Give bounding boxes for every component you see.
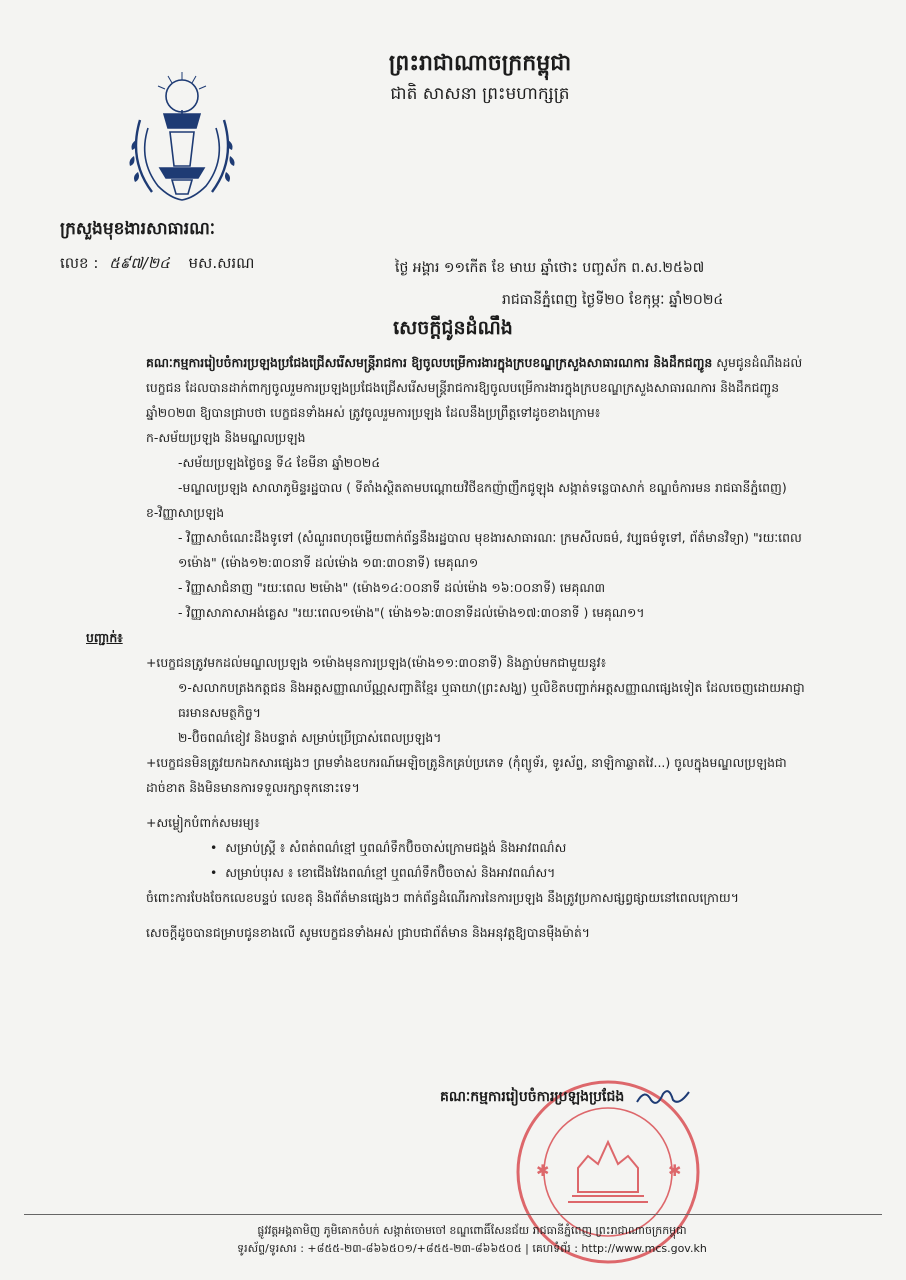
note-id-documents: ១-សលាកបត្រងកត្តជន និងអត្តសញ្ញាណប័ណ្ណសញ្ជាតិខ្មែរ ឬធាយា(ព្រះសង្ឃ) ឬលិខិតបញ្ជាក់អត្តសញ្ញាណផ្សេងទៀត ដែលចេញដោយអាជ្ញាធរមានសមត្ថកិច្ច។ xyxy=(178,680,805,720)
subject-technical: - វិញ្ញាសាជំនាញ "រយៈពេល ២ម៉ោង" (ម៉ោង១៤:០០នាទី ដល់ម៉ោង ១៦:០០នាទី) មេគុណ៣ xyxy=(178,580,606,595)
note-heading xyxy=(86,625,821,650)
note-arrival: +បេក្ខជនត្រូវមកដល់មណ្ឌលប្រឡង ១ម៉ោងមុនការប្រឡង(ម៉ោង១១:៣០នាទី) និងភ្ជាប់មកជាមួយនូវ៖ xyxy=(146,655,607,670)
footer-contact: ទូរស័ព្ទ/ទូរសារ : +៨៥៥-២៣-៨៦៦៥០១/+៨៥៥-២៣-៨៦៦៥០៥ | គេហទំព័រ : http://www.mcs.gov.kh xyxy=(237,1242,707,1255)
intro-paragraph xyxy=(86,350,821,425)
section-b-heading: ខ-វិញ្ញាសាប្រឡង xyxy=(146,505,225,520)
notice-title: សេចក្តីជូនដំណឹង xyxy=(393,317,513,339)
subject-general: - វិញ្ញាសាចំណេះដឹងទូទៅ (សំណួរពហុចម្លើយពាក់ព័ន្ធនឹងរដ្ឋបាល មុខងារសាធារណៈ ក្រមសីលធម៌, វប្បធម៌ទូទៅ, ព័ត៌មានវិទ្យា) "រយៈពេល ១ម៉ោង" (ម៉ោង១២:៣០នាទី ដល់ម៉ោង ១៣:៣០នាទី) មេគុណ១ xyxy=(178,530,802,570)
kingdom-name: ព្រះរាជាណាចក្រកម្ពុជា xyxy=(388,51,572,76)
ref-label: លេខ : xyxy=(60,254,99,272)
solar-date: រាជធានីភ្នំពេញ ថ្ងៃទី២០ ខែកុម្ភៈ ឆ្នាំ២០២៤ xyxy=(502,292,724,308)
royal-emblem xyxy=(118,70,246,210)
handwritten-signature xyxy=(635,1086,691,1108)
intro-text: សូមជូនដំណឹងដល់បេក្ខជន ដែលបានដាក់ពាក្យចូលរួមការប្រឡងប្រជែងជ្រើសរើសមន្ត្រីរាជការឱ្យចូលបម្រើការងារក្នុងក្របខណ្ឌក្រសួងសាធារណការ និងដឹកជញ្ជូន ឆ្នាំ២០២៣ ឱ្យបានជ្រាបថា បេក្ខជនទាំងអស់ ត្រូវចូលរួមការប្រឡង ដែលនឹងប្រព្រឹត្តទៅដូចខាងក្រោម៖ xyxy=(146,355,803,420)
room-assignment-note: ចំពោះការបែងចែកលេខបន្ទប់ លេខតុ និងព័ត៌មានផ្សេងៗ ពាក់ព័ន្ធដំណើរការនៃការប្រឡង នឹងត្រូវប្រកាសផ្សព្វផ្សាយនៅពេលក្រោយ។ xyxy=(146,890,739,905)
dress-female-text: សម្រាប់ស្ត្រី ៖ សំពត់ពណ៌ខ្មៅ ឬពណ៌ទឹកប៊ិចចាស់ក្រោមជង្គង់ និងអាវពណ៌ស xyxy=(225,840,567,855)
dress-male-text: សម្រាប់បុរស ៖ ខោជើងវែងពណ៌ខ្មៅ ឬពណ៌ទឹកប៊ិចចាស់ និងអាវពណ៌ស។ xyxy=(225,865,556,880)
committee-name: គណៈកម្មការរៀបចំការប្រឡងប្រជែងជ្រើសរើសមន្ត្រីរាជការ ឱ្យចូលបម្រើការងារក្នុងក្របខណ្ឌក្រសួងសាធារណការ និងដឹកជញ្ជូន xyxy=(146,355,713,370)
lunar-date: ថ្ងៃ អង្គារ ១១កើត ខែ មាឃ ឆ្នាំថោះ បញ្ចស័ក ព.ស.២៥៦៧ xyxy=(395,260,705,276)
bullet-icon: • xyxy=(210,865,226,880)
notice-body xyxy=(86,350,821,945)
dress-male xyxy=(86,860,821,885)
note-label: បញ្ជាក់៖ xyxy=(86,630,123,645)
footer-divider xyxy=(24,1214,882,1215)
ref-suffix: មស.សរណ xyxy=(188,254,255,272)
footer-address: ផ្លូវវត្តអង្គតាមិញ ភូមិគោកចំបក់ សង្កាត់ចោមចៅ ខណ្ឌពោធិ៍សែនជ័យ រាជធានីភ្នំពេញ ព្រះរាជាណាចក្រកម្ពុជា xyxy=(257,1224,687,1237)
reference-number xyxy=(60,254,254,276)
kingdom-header xyxy=(300,48,660,108)
signature-label: គណៈកម្មការរៀបចំការប្រឡងប្រជែង xyxy=(440,1089,625,1105)
national-motto: ជាតិ សាសនា ព្រះមហាក្សត្រ xyxy=(390,84,570,104)
ref-number-value: ៥៩៧/២៤ xyxy=(109,254,170,272)
svg-text:✱: ✱ xyxy=(668,1161,682,1180)
section-a-heading: ក-សម័យប្រឡង និងមណ្ឌលប្រឡង xyxy=(146,430,306,445)
exam-date: -សម័យប្រឡងថ្ងៃចន្ទ ទី៤ ខែមីនា ឆ្នាំ២០២៤ xyxy=(178,455,381,470)
closing-paragraph: សេចក្តីដូចបានជម្រាបជូនខាងលើ សូមបេក្ខជនទាំងអស់ ជ្រាបជាព័ត៌មាន និងអនុវត្តឱ្យបានម៉ឺងម៉ាត់។ xyxy=(146,925,590,940)
footer xyxy=(60,1222,884,1258)
ministry-name: ក្រសួងមុខងារសាធារណៈ xyxy=(60,219,216,239)
signature-block xyxy=(440,1086,691,1108)
svg-text:✱: ✱ xyxy=(536,1161,550,1180)
note-no-devices: +បេក្ខជនមិនត្រូវយកឯកសារផ្សេងៗ ព្រមទាំងឧបករណ៍អេឡិចត្រូនិកគ្រប់ប្រភេទ (កុំព្យូទ័រ, ទូរស័ព្ទ, នាឡិកាឆ្លាតវៃ...) ចូលក្នុងមណ្ឌលប្រឡងជាដាច់ខាត និងមិនមានការទទួលរក្សាទុកនោះទេ។ xyxy=(146,755,787,795)
bullet-icon: • xyxy=(210,840,226,855)
note-pen-ruler: ២-ប៊ិចពណ៌ខៀវ និងបន្ទាត់ សម្រាប់ប្រើប្រាស់ពេលប្រឡង។ xyxy=(178,730,442,745)
exam-center: -មណ្ឌលប្រឡង សាលាភូមិន្ទរដ្ឋបាល ( ទីតាំងស្ថិតតាមបណ្តោយវិថីឧកញ៉ាញឹកជូឡុង សង្កាត់ទន្លេបាសាក់ ខណ្ឌចំការមន រាជធានីភ្នំពេញ) xyxy=(178,480,787,495)
subject-english: - វិញ្ញាសាភាសាអង់គ្លេស "រយៈពេល១ម៉ោង"( ម៉ោង១៦:៣០នាទីដល់ម៉ោង១៧:៣០នាទី ) មេគុណ១។ xyxy=(178,605,645,620)
note-dress-code: +សម្លៀកបំពាក់សមរម្យ៖ xyxy=(146,815,260,830)
dress-female xyxy=(86,835,821,860)
